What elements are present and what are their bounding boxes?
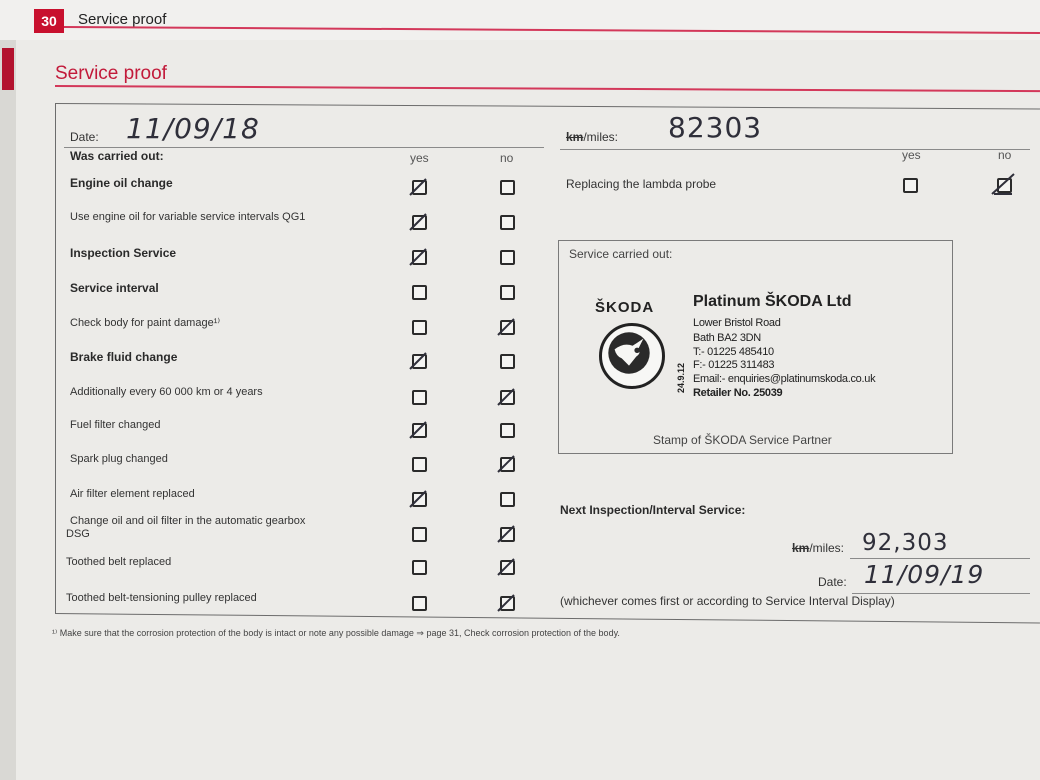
skoda-logo-icon — [599, 323, 665, 389]
checkbox-yes[interactable] — [412, 560, 427, 575]
checkbox-yes[interactable] — [412, 423, 427, 438]
yes-column-header: yes — [410, 151, 429, 165]
checkbox-no[interactable] — [500, 354, 515, 369]
checkmark-icon — [411, 214, 428, 231]
next-date-label: Date: — [818, 575, 847, 589]
checkbox-no[interactable] — [500, 390, 515, 405]
checkmark-icon — [411, 179, 428, 196]
right-yes-column-header: yes — [902, 148, 921, 162]
checkbox-yes[interactable] — [412, 250, 427, 265]
service-carried-out-label: Service carried out: — [569, 247, 673, 261]
checklist-item-label: Additionally every 60 000 km or 4 years — [70, 386, 263, 398]
checkmark-icon — [411, 491, 428, 508]
dealer-name: Platinum ŠKODA Ltd — [693, 293, 852, 310]
checkmark-icon — [499, 319, 516, 336]
checklist-item-label: Spark plug changed — [70, 453, 168, 465]
checkmark-icon — [411, 249, 428, 266]
checkbox-no[interactable] — [500, 596, 515, 611]
checkbox-no[interactable] — [500, 527, 515, 542]
checklist-item-label: Service interval — [70, 281, 159, 295]
checkbox-yes[interactable] — [412, 215, 427, 230]
mileage-row-line — [560, 149, 1030, 150]
dealer-address-1: Lower Bristol Road — [693, 317, 781, 329]
checklist-item-label-line2: DSG — [66, 528, 90, 540]
checkbox-yes[interactable] — [412, 390, 427, 405]
dealer-email: Email:- enquiries@platinumskoda.co.uk — [693, 373, 876, 385]
checkbox-yes[interactable] — [412, 354, 427, 369]
lambda-probe-no-checkbox[interactable] — [997, 178, 1012, 193]
right-no-column-header: no — [998, 148, 1012, 162]
checkbox-yes[interactable] — [412, 527, 427, 542]
checkbox-no[interactable] — [500, 180, 515, 195]
running-header-title: Service proof — [78, 11, 167, 28]
mileage-value: 82303 — [668, 111, 763, 144]
date-value: 11/09/18 — [126, 112, 260, 145]
checklist-item-label: Inspection Service — [70, 246, 177, 260]
checkbox-no[interactable] — [500, 215, 515, 230]
checkbox-no[interactable] — [500, 250, 515, 265]
next-mileage-km-struck: km — [792, 541, 810, 555]
checkbox-yes[interactable] — [412, 320, 427, 335]
mileage-label-miles: /miles: — [583, 130, 619, 144]
checkbox-no[interactable] — [500, 457, 515, 472]
checkbox-no[interactable] — [500, 560, 515, 575]
dealer-fax: F:- 01225 311483 — [693, 359, 775, 371]
skoda-wordmark: ŠKODA — [595, 299, 655, 316]
next-service-note: (whichever comes first or according to Service Interval Display) — [560, 594, 895, 608]
footnote: ¹⁾ Make sure that the corrosion protection of the body is intact or note any possible damage ⇒ page 31, Check corrosion protection of the body. — [52, 628, 620, 638]
mileage-label — [566, 130, 618, 144]
checkmark-icon — [499, 595, 516, 612]
dealer-retailer-number: Retailer No. 25039 — [693, 387, 783, 399]
checkbox-no[interactable] — [500, 492, 515, 507]
page-number: 30 — [34, 9, 64, 33]
checkbox-yes[interactable] — [412, 492, 427, 507]
running-header — [0, 0, 1040, 40]
dealer-address-2: Bath BA2 3DN — [693, 332, 761, 344]
checklist-item-label: Toothed belt-tensioning pulley replaced — [66, 592, 257, 604]
checklist-item-label: Change oil and oil filter in the automatic gearbox — [70, 515, 306, 527]
checkbox-yes[interactable] — [412, 180, 427, 195]
checklist-item-label: Check body for paint damage¹⁾ — [70, 317, 221, 329]
mileage-label-km-struck: km — [566, 130, 584, 144]
next-date-value: 11/09/19 — [864, 560, 985, 589]
next-mileage-miles: /miles: — [809, 541, 845, 555]
no-column-header: no — [500, 151, 514, 165]
date-row-line — [64, 147, 544, 148]
checkbox-yes[interactable] — [412, 285, 427, 300]
stamp-caption: Stamp of ŠKODA Service Partner — [653, 433, 832, 447]
form-frame-left — [55, 103, 56, 613]
next-mileage-line — [850, 558, 1030, 559]
checklist-item-label: Use engine oil for variable service intervals QG1 — [70, 211, 306, 223]
checkbox-yes[interactable] — [412, 596, 427, 611]
dealer-phone: T:- 01225 485410 — [693, 346, 774, 358]
page-tab-marker — [2, 48, 14, 90]
checkbox-yes[interactable] — [412, 457, 427, 472]
checkbox-no[interactable] — [500, 423, 515, 438]
checkmark-icon — [499, 526, 516, 543]
checklist-item-label: Brake fluid change — [70, 350, 178, 364]
carried-out-label: Was carried out: — [70, 149, 164, 163]
checkmark-icon — [499, 456, 516, 473]
lambda-probe-yes-checkbox[interactable] — [903, 178, 918, 193]
next-service-label: Next Inspection/Interval Service: — [560, 503, 746, 517]
section-title: Service proof — [55, 63, 167, 84]
checklist-item-label: Engine oil change — [70, 176, 173, 190]
checkbox-no[interactable] — [500, 320, 515, 335]
dealer-stamp-box — [558, 240, 953, 454]
next-mileage-label — [792, 541, 844, 555]
checkmark-icon — [996, 177, 1013, 194]
stamp-date-code: 24.9.12 — [676, 362, 686, 393]
checkmark-icon — [411, 422, 428, 439]
lambda-probe-label: Replacing the lambda probe — [566, 177, 717, 191]
checkmark-icon — [411, 353, 428, 370]
checkmark-icon — [499, 559, 516, 576]
date-label: Date: — [70, 130, 99, 144]
checklist-item-label: Air filter element replaced — [70, 488, 195, 500]
checklist-item-label: Toothed belt replaced — [66, 556, 172, 568]
next-mileage-value: 92,303 — [862, 530, 949, 556]
checklist-item-label: Fuel filter changed — [70, 419, 161, 431]
checkmark-icon — [499, 389, 516, 406]
checkbox-no[interactable] — [500, 285, 515, 300]
